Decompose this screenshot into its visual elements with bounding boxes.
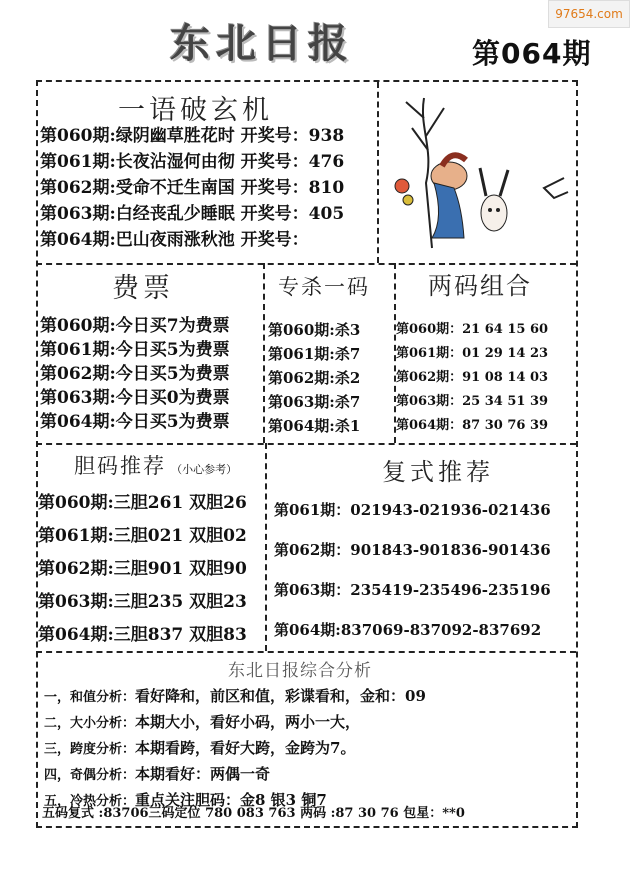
analysis-list [44, 684, 426, 814]
riddle-title: 一语破玄机 [118, 95, 273, 126]
list-item: 第064期:三胆837 双胆83 [38, 625, 247, 645]
list-item: 第060期：21 64 15 60 [396, 322, 549, 337]
list-item: 第062期：91 08 14 03 [396, 370, 549, 385]
divider [263, 263, 265, 443]
list-item: 第064期：87 30 76 39 [396, 418, 549, 433]
list-item: 第064期:今日买5为费票 [40, 412, 230, 432]
kill-title: 专杀一码 [278, 275, 370, 299]
list-item: 第060期:绿阴幽草胜花时 开奖号：938 [40, 126, 345, 146]
dan-list [38, 491, 247, 656]
list-item: 第064期:巴山夜雨涨秋池 开奖号： [40, 230, 309, 250]
list-item: 第062期：901843-901836-901436 [274, 541, 551, 559]
list-item: 第061期:三胆021 双胆02 [38, 526, 247, 546]
riddle-list [40, 124, 344, 254]
list-item: 第064期:杀1 [268, 417, 361, 435]
list-item: 第062期:受命不迁生南国 开奖号：810 [40, 178, 345, 198]
list-item: 第061期：01 29 14 23 [396, 346, 549, 361]
dan-note: （小心参考） [171, 463, 238, 476]
list-item: 第063期:白经丧乱少睡眠 开奖号：405 [40, 204, 345, 224]
analysis-label: 三，跨度分析： [44, 742, 136, 757]
divider [36, 443, 576, 445]
list-item: 第063期:杀7 [268, 393, 361, 411]
fee-list [40, 314, 230, 434]
compound-title: 复式推荐 [382, 458, 494, 486]
list-item: 第064期:837069-837092-837692 [274, 621, 542, 639]
compound-list [274, 498, 551, 658]
analysis-text: 重点关注胆码：金8 银3 铜7 [135, 791, 327, 809]
list-item: 第060期:今日买7为费票 [40, 316, 230, 336]
list-item: 第063期：235419-235496-235196 [274, 581, 551, 599]
paper-title: 东北日报 [170, 21, 354, 67]
list-item: 第062期:今日买5为费票 [40, 364, 230, 384]
issue-number: 第064期 [472, 37, 592, 70]
list-item: 第063期：25 34 51 39 [396, 394, 549, 409]
kill-list [268, 318, 360, 438]
analysis-item [44, 736, 426, 762]
pair-list [396, 318, 548, 438]
list-item: 第062期:三胆901 双胆90 [38, 559, 247, 579]
analysis-label: 一，和值分析： [44, 690, 136, 705]
analysis-item [44, 684, 426, 710]
list-item: 第061期:杀7 [268, 345, 361, 363]
analysis-text: 本期看跨，看好大跨，金跨为7。 [135, 739, 356, 757]
list-item: 第061期:今日买5为费票 [40, 340, 230, 360]
list-item: 第060期:杀3 [268, 321, 361, 339]
analysis-footer: 五码复式 :83706三码定位 780 083 763 两码 :87 30 76 包星：**0 [42, 806, 465, 821]
pair-title: 两码组合 [428, 272, 532, 300]
analysis-label: 二，大小分析： [44, 716, 136, 731]
cartoon-illustration [384, 88, 570, 258]
divider [265, 443, 267, 651]
divider [377, 82, 379, 263]
list-item: 第061期：021943-021936-021436 [274, 501, 551, 519]
analysis-text: 本期看好：两偶一奇 [135, 765, 271, 783]
analysis-text: 本期大小，看好小码，两小一大， [135, 713, 361, 731]
analysis-label: 四，奇偶分析： [44, 768, 136, 783]
fee-title: 费票 [112, 273, 174, 304]
analysis-label: 五，冷热分析： [44, 794, 136, 809]
list-item: 第063期:三胆235 双胆23 [38, 592, 247, 612]
analysis-text: 看好降和，前区和值，彩谍看和，金和：09 [135, 687, 426, 705]
divider [36, 263, 576, 265]
analysis-title: 东北日报综合分析 [228, 661, 372, 681]
analysis-item [44, 762, 426, 788]
analysis-item [44, 710, 426, 736]
dan-title: 胆码推荐 [74, 454, 166, 478]
list-item: 第062期:杀2 [268, 369, 361, 387]
list-item: 第061期:长夜沾湿何由彻 开奖号：476 [40, 152, 345, 172]
site-watermark: 97654.com [548, 0, 630, 28]
list-item: 第063期:今日买0为费票 [40, 388, 230, 408]
list-item: 第060期:三胆261 双胆26 [38, 493, 247, 513]
dan-heading [74, 450, 237, 480]
